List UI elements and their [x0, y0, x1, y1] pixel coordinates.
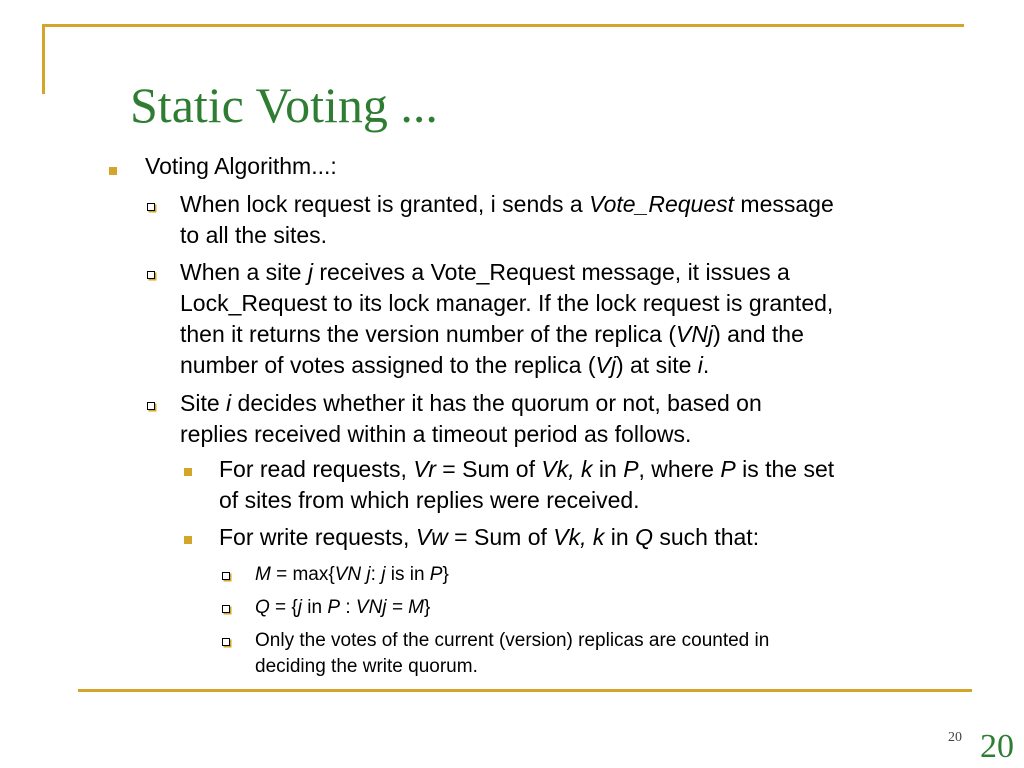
- bullet-square-icon: [184, 468, 192, 476]
- bullet-hollow-square-icon: [147, 271, 155, 279]
- bullet-hollow-square-icon: [147, 402, 155, 410]
- bullet-hollow-square-icon: [222, 572, 230, 580]
- bullet-hollow-square-icon: [222, 638, 230, 646]
- bullet-1-line-2: to all the sites.: [180, 222, 328, 248]
- bullet-3-line-1: Site i decides whether it has the quorum or not, based on: [180, 390, 762, 416]
- bullet-level1: Voting Algorithm...:: [145, 153, 337, 179]
- slide-title: Static Voting ...: [130, 77, 438, 133]
- bullet-square-icon: [184, 536, 192, 544]
- bullet-hollow-square-icon: [147, 203, 155, 211]
- bullet-hollow-square-icon: [222, 605, 230, 613]
- bullet-square-icon: [109, 167, 117, 175]
- sub-bullet-2: For write requests, Vw = Sum of Vk, k in Q such that:: [219, 524, 760, 550]
- sub-sub-bullet-a: M = max{VN j: j is in P}: [255, 564, 449, 585]
- sub-bullet-1-line-2: of sites from which replies were received.: [219, 487, 640, 513]
- sub-sub-bullet-c-line-1: Only the votes of the current (version) replicas are counted in: [255, 630, 770, 651]
- frame-bottom-rule: [78, 689, 972, 692]
- bullet-2-line-4: number of votes assigned to the replica (Vj) at site i.: [180, 352, 710, 378]
- sub-bullet-1-line-1: For read requests, Vr = Sum of Vk, k in P, where P is the set: [219, 456, 835, 482]
- bullet-2-line-2: Lock_Request to its lock manager. If the lock request is granted,: [180, 290, 834, 316]
- slide-number-large: 20: [980, 728, 1014, 765]
- bullet-3-line-2: replies received within a timeout period as follows.: [180, 421, 692, 447]
- bullet-1-line-1: When lock request is granted, i sends a Vote_Request message: [180, 191, 834, 217]
- frame-vertical-rule: [42, 24, 45, 94]
- slide-number-small: 20: [948, 730, 962, 745]
- frame-top-rule: [42, 24, 964, 27]
- sub-sub-bullet-b: Q = {j in P : VNj = M}: [255, 597, 431, 618]
- sub-sub-bullet-c-line-2: deciding the write quorum.: [255, 656, 478, 677]
- bullet-2-line-3: then it returns the version number of the replica (VNj) and the: [180, 321, 804, 347]
- bullet-2-line-1: When a site j receives a Vote_Request message, it issues a: [180, 259, 790, 285]
